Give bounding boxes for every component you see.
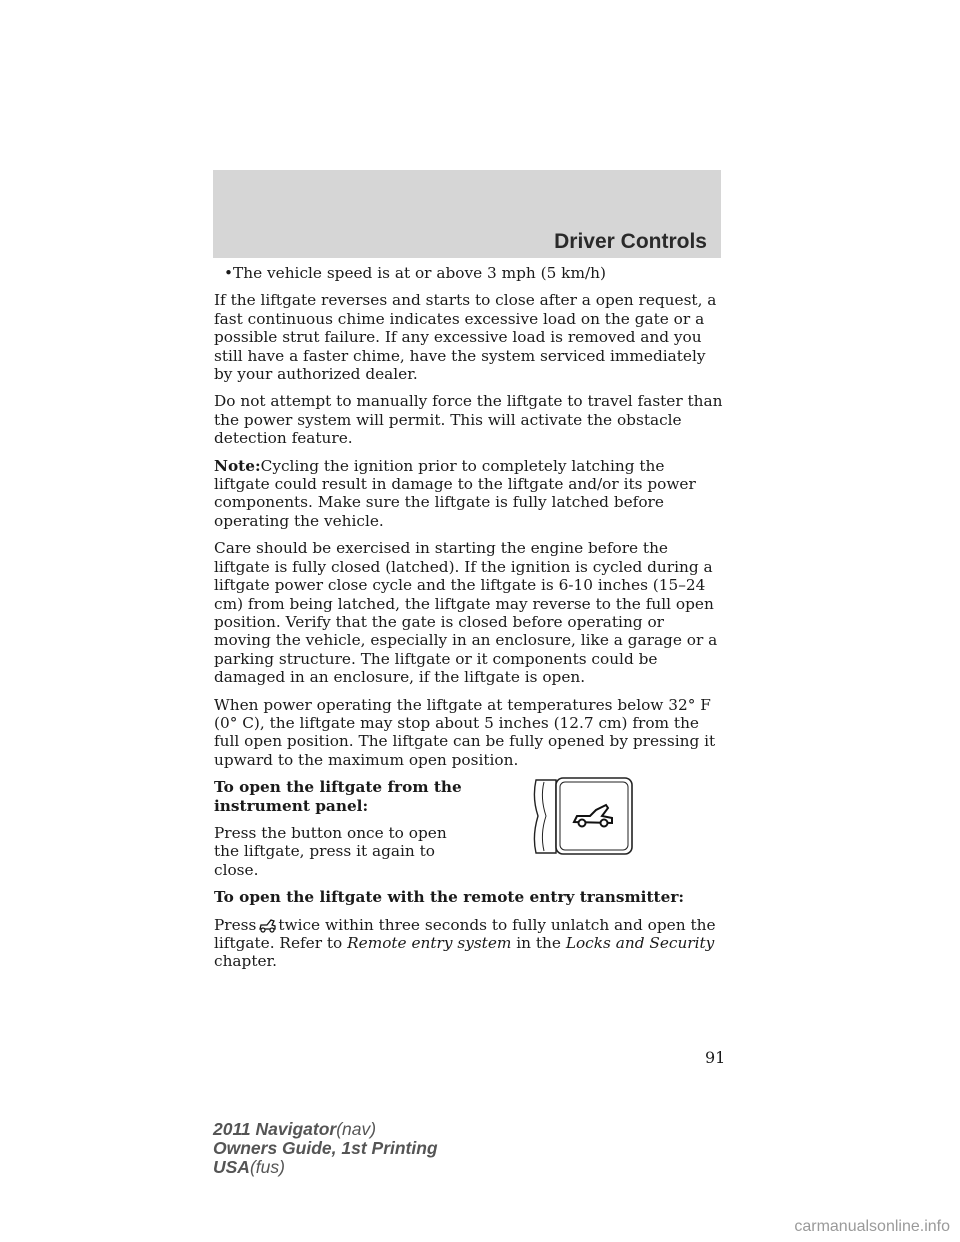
bullet-text: The vehicle speed is at or above 3 mph (5 km/h): [233, 264, 606, 282]
paragraph-press-button: Press the button once to open the liftgate, press it again to close.: [214, 823, 447, 879]
heading-remote-entry: To open the liftgate with the remote entry transmitter:: [214, 888, 685, 907]
watermark: carmanualsonline.info: [794, 1218, 950, 1235]
note-label: Note:: [214, 456, 261, 475]
paragraph-temperature: When power operating the liftgate at temperatures below 32° F (0° C), the liftgate may stop about 5 inches (12.7 cm) from the full open position. The liftgate can be fully opened by pressing it upward to the maximum open position.: [214, 695, 716, 769]
reference-locks-and-security: Locks and Security: [565, 934, 715, 952]
liftgate-remote-icon: [257, 917, 277, 933]
page-number: 91: [705, 1048, 726, 1067]
paragraph-force: Do not attempt to manually force the liftgate to travel faster than the power system will permit. This will activate the obstacle detection feature.: [214, 392, 723, 448]
note-text: Cycling the ignition prior to completely latching the liftgate could result in damage to the liftgate and/or its power components. Make sure the liftgate is fully latched before operating the vehicle.: [214, 456, 696, 530]
chapter-header: [213, 170, 721, 258]
page-content: [214, 264, 724, 980]
print-footer: 2011 Navigator(nav) Owners Guide, 1st Printing USA(fus): [213, 1119, 438, 1177]
heading-instrument-panel: To open the liftgate from the instrument panel:: [214, 778, 462, 815]
liftgate-switch-icon: [532, 776, 636, 856]
chapter-title: Driver Controls: [554, 230, 707, 253]
paragraph-chime: If the liftgate reverses and starts to close after a open request, a fast continuous chime indicates excessive load on the gate or a possible strut failure. If any excessive load is removed and you still have a faster chime, have the system serviced immediately by your authorized dealer.: [214, 291, 717, 384]
paragraph-remote: Press twice within three seconds to fully unlatch and open the liftgate. Refer to Remote entry system in the Locks and Security chapter.: [214, 915, 716, 971]
bullet-item: •The vehicle speed is at or above 3 mph (5 km/h): [224, 264, 606, 282]
instrument-panel-section: [214, 778, 724, 879]
paragraph-caution: Care should be exercised in starting the engine before the liftgate is fully closed (latched). If the ignition is cycled during a liftgate power close cycle and the liftgate is 6-10 inches (15–24 cm) from being latched, the liftgate may reverse to the full open position. Verify that the gate is closed before operating or moving the vehicle, especially in an enclosure, like a garage or a parking structure. The liftgate or it components could be damaged in an enclosure, if the liftgate is open.: [214, 539, 718, 687]
note-paragraph: [214, 457, 724, 531]
reference-remote-entry-system: Remote entry system: [347, 934, 512, 952]
